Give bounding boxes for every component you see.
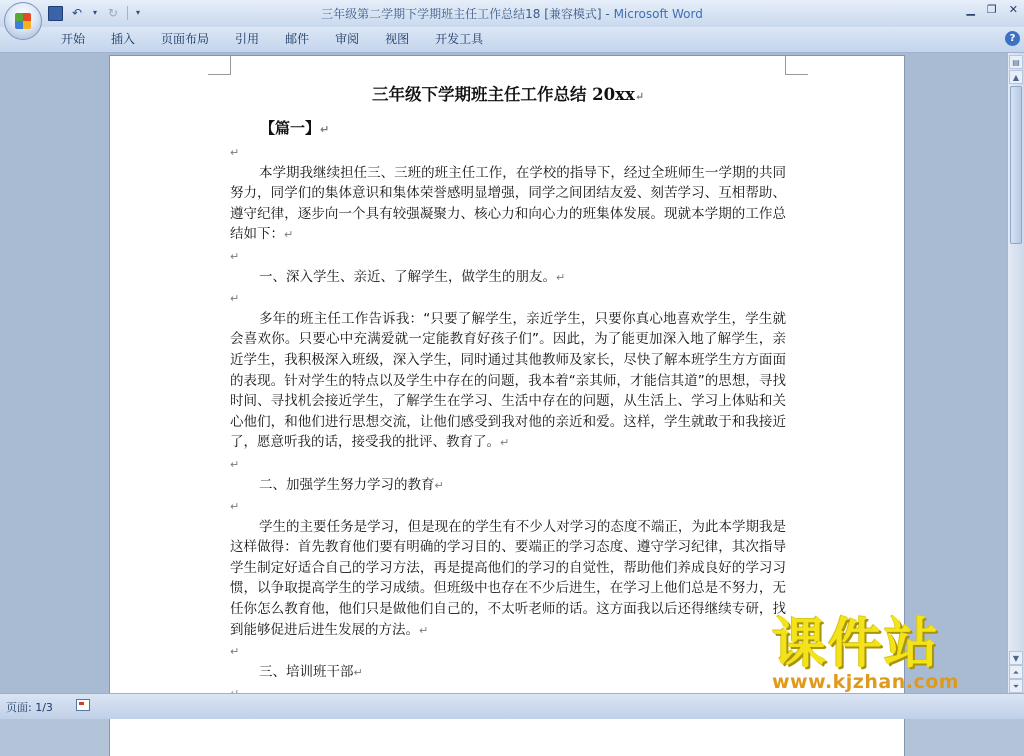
tab-view[interactable]: 视图	[385, 32, 410, 46]
document-name: 三年级第二学期下学期班主任工作总结18 [兼容模式] -	[321, 7, 610, 21]
tab-home[interactable]: 开始	[61, 32, 86, 46]
empty-paragraph: ↵	[230, 500, 240, 514]
section-label: 【篇一】↵	[260, 119, 330, 137]
proofing-icon[interactable]	[76, 699, 90, 711]
vertical-scrollbar[interactable]	[1007, 53, 1024, 693]
close-icon[interactable]: ✕	[1008, 3, 1018, 16]
watermark-logo: 课件站	[772, 612, 940, 675]
ruler-toggle-icon[interactable]: ▤	[1009, 55, 1023, 69]
customize-qat-icon[interactable]: ▾	[135, 8, 140, 17]
ribbon-tabs	[48, 31, 496, 48]
paragraph-2: 学生的主要任务是学习，但是现在的学生有不少人对学习的态度不端正，为此本学期我是这样做得：首先教育他们要有明确的学习目的、要端正的学习态度、遵守学习纪律，其次指导学生制定好适合自己的学习方法，再是提高他们的学习的自觉性，帮助他们养成良好的学习习惯，以争取提高学生的学习成绩。但班级中也存在不少后进生，在学习上他们总是不努力，无任你怎么教育他，他们只是做他们自己的，不太听老师的话。这方面我以后还得继续专研，找到能够促进后进生发展的方法。↵	[230, 518, 786, 638]
empty-paragraph: ↵	[230, 457, 240, 471]
paragraph-1: 多年的班主任工作告诉我：“只要了解学生，亲近学生，只要你真心地喜欢学生，学生就会喜欢你。只要心中充满爱就一定能教育好孩子们”。因此，为了能更加深入地了解学生，亲近学生，我积极深入班级，深入学生，同时通过其他教师及家长，尽快了解本班学生方方面面的表现。针对学生的特点以及学生中存在的问题，我本着“亲其师，才能信其道”的思想，寻找时间、寻找机会接近学生，了解学生在学习、生活中存在的问题，从生活上、学习上体贴和关心他们，和他们进行思想交流，让他们感受到我对他的亲近和爱。这样，学生就敢于和我接近了，愿意听我的话，接受我的批评、教育了。↵	[230, 310, 786, 451]
undo-dropdown-icon[interactable]: ▾	[92, 8, 97, 17]
empty-paragraph: ↵	[230, 292, 240, 306]
title-bar	[0, 0, 1024, 27]
undo-icon[interactable]: ↶	[71, 6, 83, 20]
tab-references[interactable]: 引用	[235, 32, 260, 46]
watermark-url: www.kjzhan.com	[772, 671, 960, 693]
tab-mailings[interactable]: 邮件	[285, 32, 310, 46]
doc-title: 三年级下学期班主任工作总结 20xx↵	[371, 85, 645, 104]
minimize-icon[interactable]: ▁	[966, 3, 975, 16]
status-bar	[0, 693, 1024, 719]
scroll-thumb[interactable]	[1010, 86, 1022, 244]
restore-icon[interactable]: ❐	[986, 3, 997, 16]
heading-3: 三、培训班干部↵	[259, 663, 363, 680]
intro-paragraph: 本学期我继续担任三、三班的班主任工作，在学校的指导下，经过全班师生一学期的共同努力，同学们的集体意识和集体荣誉感明显增强，同学之间团结友爱、刻苦学习、互相帮助、遵守纪律，逐步向一个具有较强凝聚力、核心力和向心力的班集体发展。现就本学期的工作总结如下：↵	[230, 164, 786, 243]
crop-mark-top-right	[785, 56, 808, 75]
empty-paragraph: ↵	[230, 645, 240, 659]
tab-developer[interactable]: 开发工具	[435, 32, 484, 46]
document-content	[230, 82, 786, 704]
help-icon[interactable]: ?	[1005, 31, 1020, 46]
app-name: Microsoft Word	[613, 7, 703, 21]
office-logo-icon	[15, 13, 31, 29]
empty-paragraph: ↵	[230, 146, 240, 159]
page-indicator[interactable]: 页面: 1/3	[6, 701, 53, 714]
heading-2: 二、加强学生努力学习的教育↵	[259, 476, 444, 493]
tab-page-layout[interactable]: 页面布局	[161, 32, 210, 46]
tab-insert[interactable]: 插入	[111, 32, 136, 46]
scroll-down-icon[interactable]: ▼	[1009, 651, 1023, 665]
next-page-icon[interactable]: ⏷	[1009, 679, 1023, 693]
document-area	[0, 53, 1008, 693]
window-title	[0, 5, 1024, 22]
window-controls	[966, 3, 1018, 16]
watermark	[772, 612, 1012, 695]
redo-icon[interactable]: ↻	[107, 6, 119, 20]
empty-paragraph: ↵	[230, 249, 240, 263]
ribbon-tab-bar	[0, 27, 1024, 53]
scroll-up-icon[interactable]: ▲	[1009, 70, 1023, 84]
heading-1: 一、深入学生、亲近、了解学生，做学生的朋友。↵	[259, 268, 566, 285]
crop-mark-top-left	[208, 56, 231, 75]
previous-page-icon[interactable]: ⏶	[1009, 665, 1023, 679]
office-button[interactable]	[4, 2, 42, 40]
tab-review[interactable]: 审阅	[335, 32, 360, 46]
